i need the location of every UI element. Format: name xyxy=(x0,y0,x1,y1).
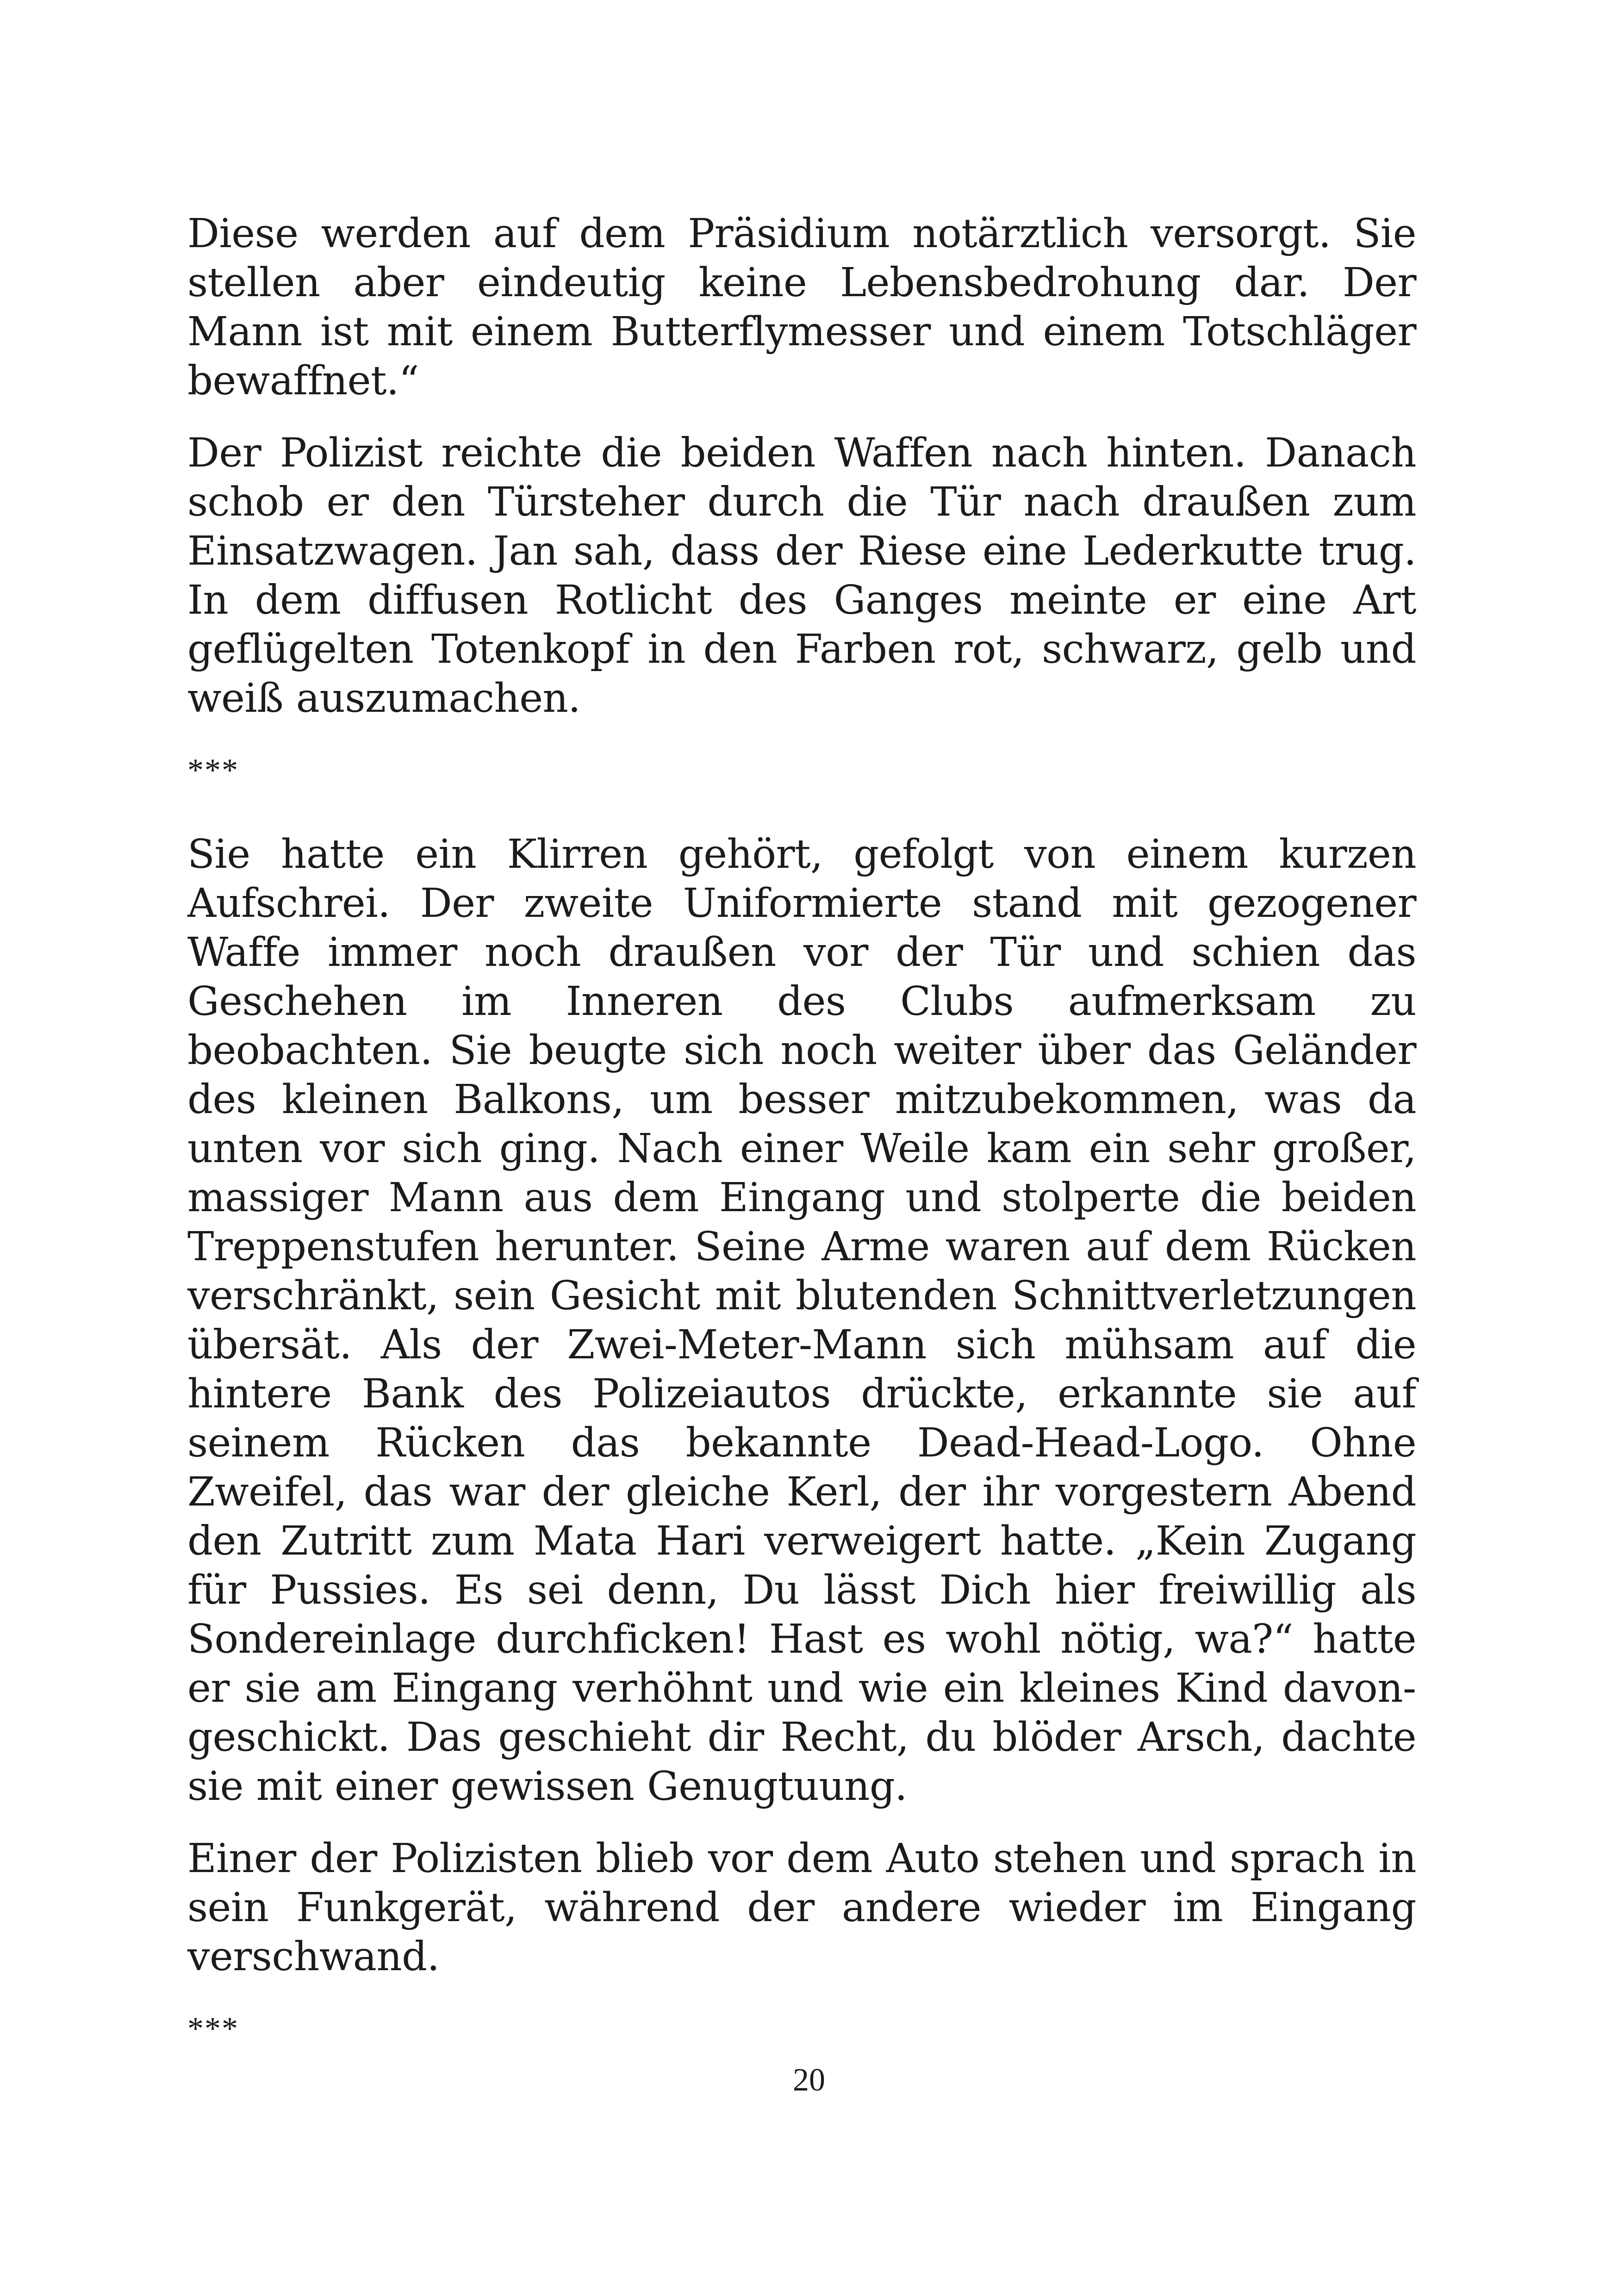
text-column xyxy=(187,209,1416,2088)
page-number: 20 xyxy=(793,2062,825,2098)
paragraph-2: Der Polizist reichte die beiden Waffen nach hinten. Danach schob er den Türsteher durch die Tür nach draußen zum Einsatzwagen. Jan sah, dass der Riese eine Lederkutte trug. In dem diffusen Rotlicht des Ganges meinte er eine Art geflügelten Totenkopf in den Farben rot, schwarz, gelb und weiß auszumachen. xyxy=(187,430,1416,722)
section-separator-2: *** xyxy=(187,2011,239,2047)
paragraph-3: Sie hatte ein Klirren gehört, gefolgt von einem kurzen Aufschrei. Der zweite Uniformierte stand mit gezogener Waffe immer noch draußen vor der Tür und schien das Geschehen im Inneren des Clubs aufmerksam zu beobachten. Sie beugte sich noch weiter über das Geländer des kleinen Balkons, um besser mitzubekommen, was da unten vor sich ging. Nach einer Weile kam ein sehr großer, massiger Mann aus dem Eingang und stolperte die beiden Treppenstufen herunter. Seine Arme waren auf dem Rücken verschränkt, sein Gesicht mit blutenden Schnittverletzungen übersät. Als der Zwei-Meter-Mann sich mühsam auf die hintere Bank des Polizeiautos drückte, erkannte sie auf seinem Rücken das bekannte Dead-Head-Logo. Ohne Zweifel, das war der gleiche Kerl, der ihr vorgestern Abend den Zutritt zum Mata Hari verweigert hatte. „Kein Zugang für Pussies. Es sei denn, Du lässt Dich hier freiwillig als Sondereinlage durchficken! Hast es wohl nötig, wa?“ hatte er sie am Eingang verhöhnt und wie ein kleines Kind davongeschickt. Das geschieht dir Recht, du blöder Arsch, dachte sie mit einer gewissen Genugtuung. xyxy=(187,831,1416,1810)
paragraph-4: Einer der Polizisten blieb vor dem Auto stehen und sprach in sein Funkgerät, während der andere wieder im Eingang verschwand. xyxy=(187,1836,1416,1980)
section-separator-1: *** xyxy=(187,753,239,788)
paragraph-1: Diese werden auf dem Präsidium notärztlich versorgt. Sie stellen aber eindeutig keine Lebensbedrohung dar. Der Mann ist mit einem Butterflymesser und einem Totschläger bewaffnet.“ xyxy=(187,211,1416,404)
